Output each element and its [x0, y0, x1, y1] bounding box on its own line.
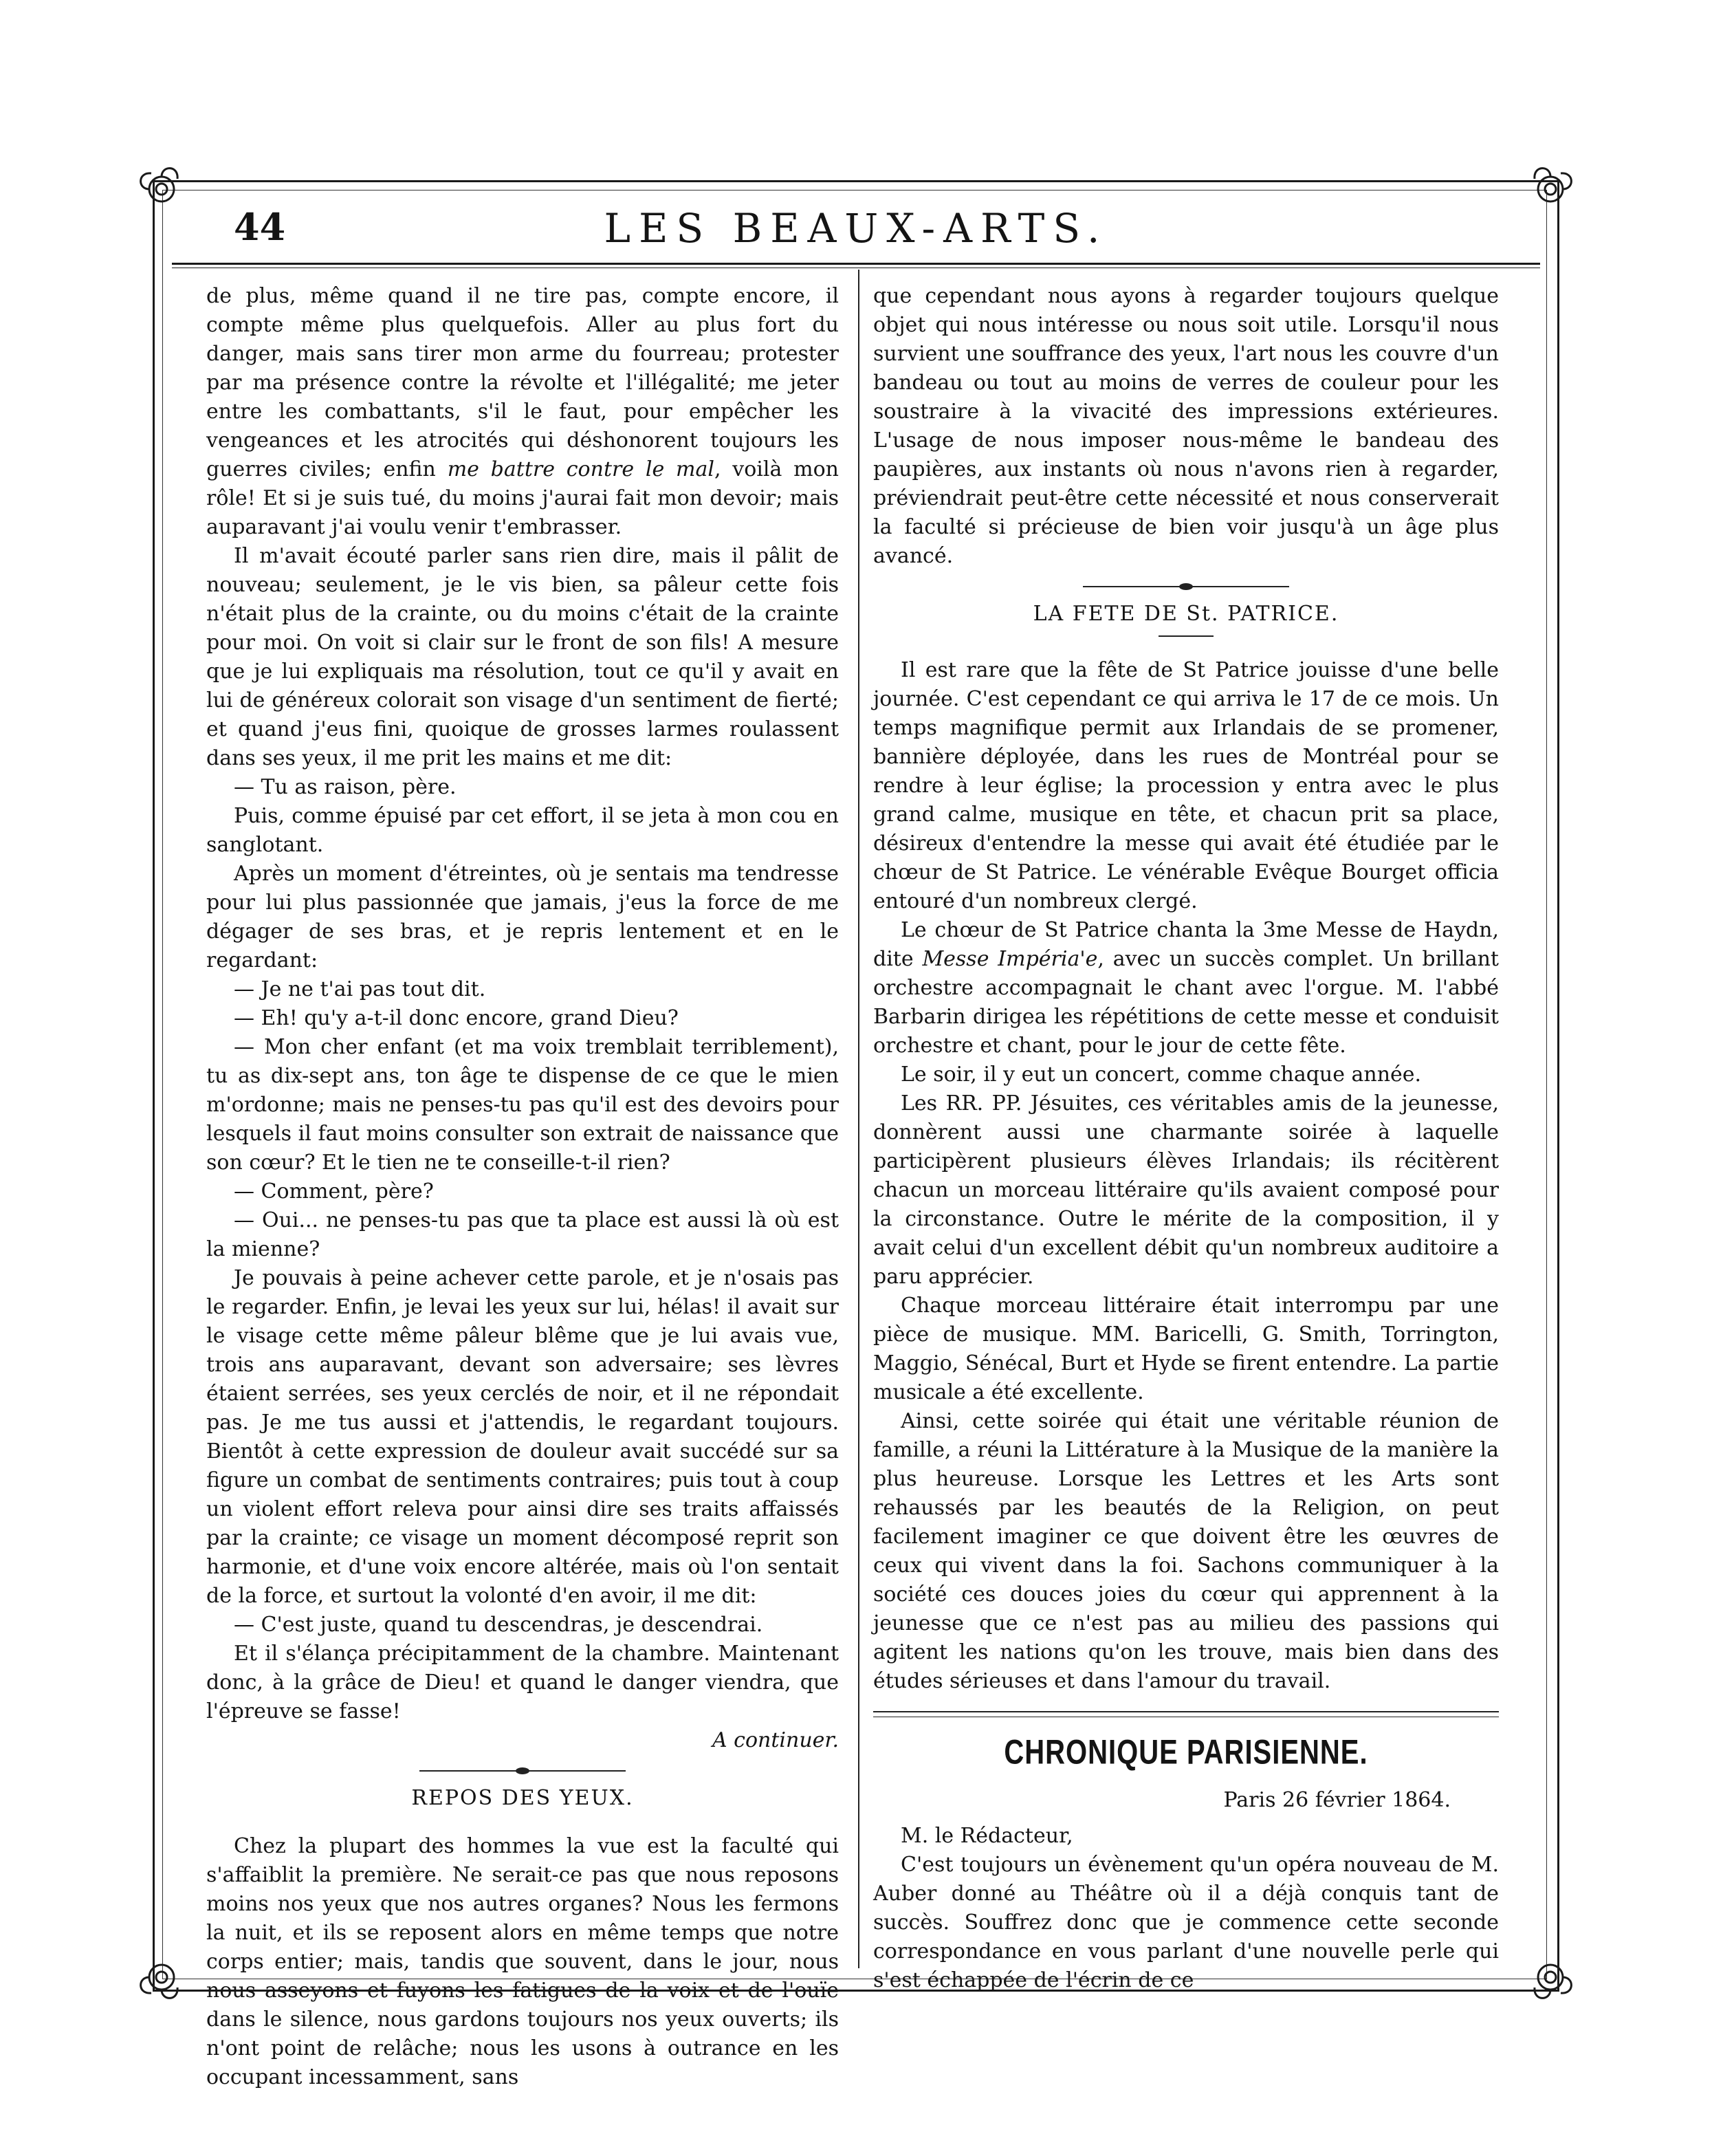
story-paragraph: de plus, même quand il ne tire pas, compte encore, il compte même plus quelquefois. Aller au plus fort du danger, mais sans tirer mon arme du fourreau; protester par ma présence contre la révolte et l'illégalité; me jeter entre les combattants, s'il le faut, pour empêcher les vengeances et les atrocités qui déshonorent toujours les guerres civiles; enfin me battre contre le mal, voilà mon rôle! Et si je suis tué, du moins j'aurai fait mon devoir; mais auparavant j'ai voulu venir t'embrasser.: [206, 284, 839, 539]
story-paragraph: Et il s'élança précipitamment de la chambre. Maintenant donc, à la grâce de Dieu! et quand le danger viendra, que l'épreuve se fasse!: [206, 1642, 839, 1723]
dialog-line: — Mon cher enfant (et ma voix tremblait terriblement), tu as dix-sept ans, ton âge te dispense de ce que le mien m'ordonne; mais ne penses-tu pas qu'il est des devoirs pour lesquels il faut moins consulter son extrait de naissance que son cœur? Et le tien ne te conseille-t-il rien?: [206, 1035, 839, 1175]
left-column: [206, 282, 839, 2092]
dialog-line: — Je ne t'ai pas tout dit.: [234, 977, 486, 1001]
article-paragraph: Ainsi, cette soirée qui était une véritable réunion de famille, a réuni la Littérature à la Musique de la manière la plus heureuse. Lorsque les Lettres et les Arts sont rehaussés par les beautés de la Religion, on peut facilement imaginer ce que doivent être les œuvres de ceux qui vivent dans la foi. Sachons communiquer à la société ces douces joies du cœur qui apprennent à la jeunesse que ce n'est pas au milieu des passions qui agitent les nations qu'on les trouve, mais bien dans des études sérieuses et dans l'amour du travail.: [873, 1409, 1499, 1693]
section-double-rule: [873, 1711, 1499, 1717]
story-paragraph: Je pouvais à peine achever cette parole, et je n'osais pas le regarder. Enfin, je levai les yeux sur lui, hélas! il avait sur le visage cette même pâleur blême que je lui avais vue, trois ans auparavant, devant son adversaire; ses lèvres étaient serrées, ses yeux cerclés de noir, et il ne répondait pas. Je me tus aussi et j'attendis, le regardant toujours. Bientôt à cette expression de douleur avait succédé sur sa figure un combat de sentiments contraires; puis tout à coup un violent effort releva pour ainsi dire ses traits affaissés par la crainte; ce visage un moment décomposé reprit son harmonie, et d'une voix encore altérée, mais où l'on sentait de la force, et surtout la volonté d'en avoir, il me dit:: [206, 1266, 839, 1608]
corner-scroll-icon: [1519, 1946, 1581, 2008]
dialog-line: — Eh! qu'y a-t-il donc encore, grand Dieu?: [234, 1006, 679, 1030]
to-be-continued: A continuer.: [712, 1728, 839, 1752]
italic-title: Messe Impéria'e: [922, 947, 1098, 971]
short-rule: [1159, 635, 1214, 637]
page-header: [172, 199, 1540, 261]
salutation: M. le Rédacteur,: [901, 1824, 1073, 1848]
journal-title: LES BEAUX-ARTS.: [604, 205, 1108, 252]
column-divider: [858, 270, 859, 1968]
article-paragraph: Les RR. PP. Jésuites, ces véritables amis de la jeunesse, donnèrent aussi une charmante soirée à laquelle participèrent plusieurs élèves Irlandais; ils récitèrent chacun un morceau littéraire qu'ils avaient composé pour la circonstance. Outre le mérite de la composition, il y avait celui d'un excellent débit qu'un nombreux auditoire a paru apprécier.: [873, 1091, 1499, 1289]
article-paragraph: Le chœur de St Patrice chanta la 3me Messe de Haydn, dite Messe Impéria'e, avec un succès complet. Un brillant orchestre accompagnait le chant avec l'orgue. M. l'abbé Barbarin dirigea les répétitions de cette messe et conduisit orchestre et chant, pour le jour de cette fête.: [873, 918, 1499, 1058]
header-rule: [172, 263, 1540, 265]
section-ornament: [419, 1767, 626, 1774]
right-column: [873, 282, 1499, 1995]
story-paragraph: Il m'avait écouté parler sans rien dire, mais il pâlit de nouveau; seulement, je le vis bien, sa pâleur cette fois n'était plus de la crainte, ou du moins c'était de la crainte pour moi. On voit si clair sur le front de son fils! A mesure que je lui expliquais ma résolution, tout ce qu'il y avait en lui de généreux colorait son visage d'un sentiment de fierté; et quand j'eus fini, quoique de grosses larmes roulassent dans ses yeux, il me prit les mains et me dit:: [206, 544, 839, 770]
story-paragraph: Après un moment d'étreintes, où je sentais ma tendresse pour lui plus passionnée que jamais, j'eus la force de me dégager de ses bras, et je repris lentement et en le regardant:: [206, 862, 839, 972]
article-paragraph: Le soir, il y eut un concert, comme chaque année.: [901, 1063, 1422, 1087]
article-paragraph: C'est toujours un évènement qu'un opéra nouveau de M. Auber donné au Théâtre où il a déjà conquis tant de succès. Souffrez donc que je commence cette seconde correspondance en vous parlant d'une nouvelle perle qui s'est échappée de l'écrin de ce: [873, 1853, 1499, 1992]
article-paragraph: que cependant nous ayons à regarder toujours quelque objet qui nous intéresse ou nous soit utile. Lorsqu'il nous survient une souffrance des yeux, l'art nous les couvre d'un bandeau ou tout au moins de verres de couleur pour les soustraire à la vivacité des impressions extérieures. L'usage de nous imposer nous-même le bandeau des paupières, aux instants où nous n'avons rien à regarder, préviendrait peut-être cette nécessité et nous conserverait la faculté si précieuse de bien voir jusqu'à un âge plus avancé.: [873, 284, 1499, 568]
article-paragraph: Chez la plupart des hommes la vue est la faculté qui s'affaiblit la première. Ne serait-ce pas que nous reposons moins nos yeux que nos autres organes? Nous les fermons la nuit, et ils se reposent alors en même temps que notre corps entier; mais, tandis que souvent, dans le jour, nous nous asseyons et fuyons les fatigues de la voix et de l'ouïe dans le silence, nous gardons toujours nos yeux ouverts; ils n'ont point de relâche; nous les usons à outrance en les occupant incessamment, sans: [206, 1834, 839, 2089]
section-title-chronique: CHRONIQUE PARISIENNE.: [1004, 1733, 1368, 1772]
section-title-fete: LA FETE DE St. PATRICE.: [1033, 602, 1339, 626]
dialog-line: — Oui... ne penses-tu pas que ta place est aussi là où est la mienne?: [206, 1208, 839, 1261]
section-title-repos: REPOS DES YEUX.: [411, 1786, 634, 1810]
dialog-line: — Tu as raison, père.: [234, 775, 457, 799]
article-paragraph: Il est rare que la fête de St Patrice jouisse d'une belle journée. C'est cependant ce qui arriva le 17 de ce mois. Un temps magnifique permit aux Irlandais de se promener, bannière déployée, dans les rues de Montréal pour se rendre à leur église; la procession y entra avec le plus grand calme, musique en tête, et chacun prit sa place, désireux d'entendre la messe qui avait été étudiée par le chœur de St Patrice. Le vénérable Evêque Bourget officia entouré d'un nombreux clergé.: [873, 658, 1499, 913]
section-ornament: [1083, 583, 1289, 590]
italic-phrase: me battre contre le mal: [447, 457, 714, 481]
dateline: Paris 26 février 1864.: [1223, 1788, 1451, 1812]
page-number: 44: [234, 205, 286, 249]
dialog-line: — Comment, père?: [234, 1179, 434, 1204]
dialog-line: — C'est juste, quand tu descendras, je descendrai.: [234, 1613, 763, 1637]
story-paragraph: Puis, comme épuisé par cet effort, il se jeta à mon cou en sanglotant.: [206, 804, 839, 857]
corner-scroll-icon: [131, 1946, 193, 2008]
article-paragraph: Chaque morceau littéraire était interrompu par une pièce de musique. MM. Baricelli, G. Smith, Torrington, Maggio, Sénécal, Burt et Hyde se firent entendre. La partie musicale a été excellente.: [873, 1294, 1499, 1404]
